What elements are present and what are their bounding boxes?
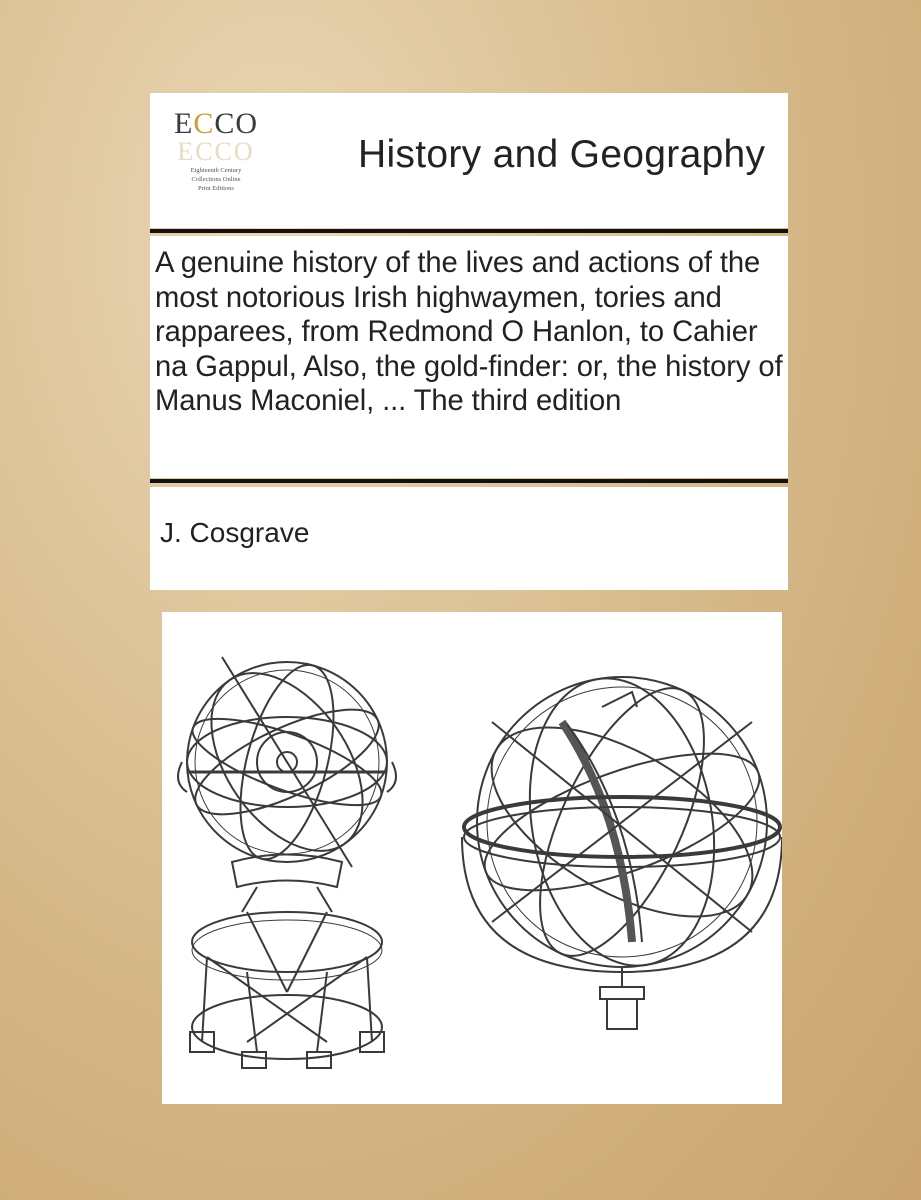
illustration-panel [162, 612, 782, 1104]
divider [150, 229, 788, 233]
left-armillary-sphere [178, 646, 396, 1068]
author-panel [150, 487, 788, 590]
logo-mark: ECCO [173, 107, 259, 140]
logo-ghost-mark: ECCO [177, 137, 255, 166]
armillary-spheres-illustration [162, 612, 782, 1104]
title-panel [150, 236, 788, 478]
logo-caption-line: Eighteenth Century [190, 167, 242, 174]
logo-caption-line: Print Editions [198, 185, 234, 192]
right-armillary-sphere [461, 664, 782, 1029]
ecco-logo [166, 107, 266, 217]
author-name: J. Cosgrave [160, 517, 310, 548]
logo-caption-line: Collections Online [191, 176, 241, 183]
series-title: History and Geography [358, 133, 766, 176]
logo-caption [166, 166, 266, 193]
divider [150, 479, 788, 483]
book-title: A genuine history of the lives and actions of the most notorious Irish highwaymen, tories and rapparees, from Redmond O Hanlon, to Cahier na Gappul, Also, the gold-finder: or, the history of Manus Maconiel, ... The third edition [155, 247, 783, 417]
header-panel [150, 93, 788, 228]
